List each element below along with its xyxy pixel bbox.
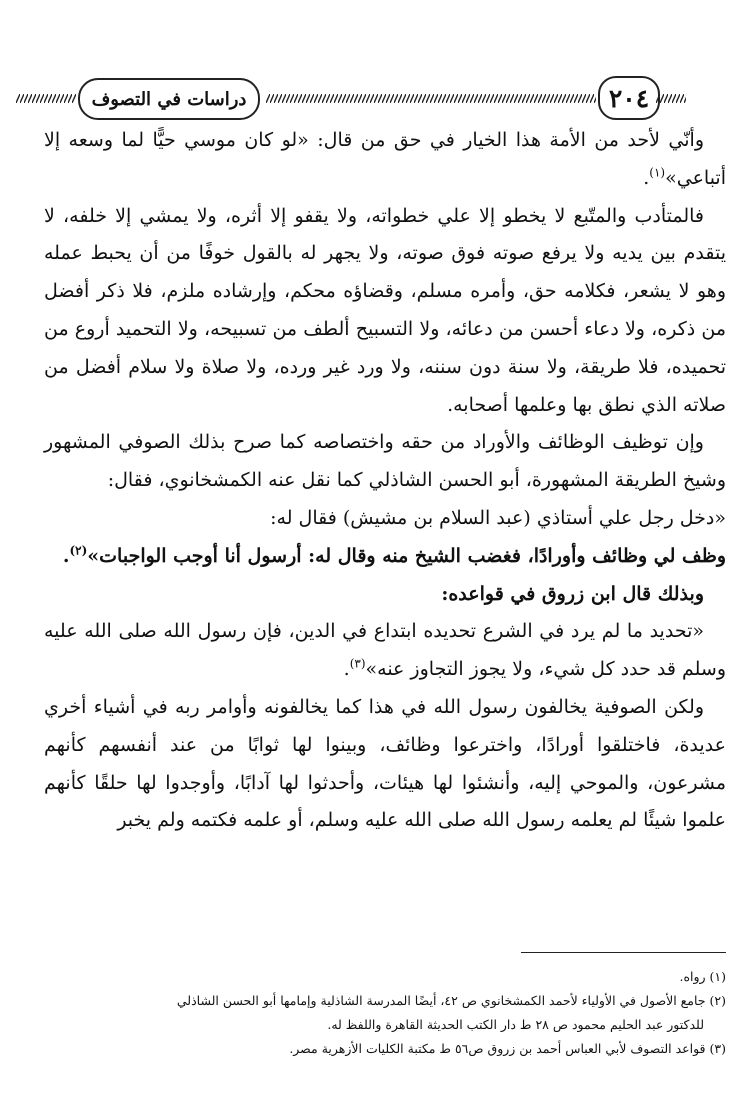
header-hatched-rule (266, 94, 596, 103)
footnote: (٣) قواعد التصوف لأبي العباس أحمد بن زروق ص٥٦ ط مكتبة الكليات الأزهرية مصر. (289, 1041, 726, 1056)
footnote: (١) رواه. (679, 969, 726, 984)
page-header (16, 72, 716, 122)
paragraph: وإن توظيف الوظائف والأوراد من حقه واختصاصه كما صرح بذلك الصوفي المشهور وشيخ الطريقة المشهورة، أبو الحسن الشاذلي كما نقل عنه الكمشخانوي، فقال: (44, 431, 726, 492)
quote-line: وظف لي وظائف وأورادًا، فغضب الشيخ منه وقال له: أرسول أنا أوجب الواجبات»$^{(٢)}$. (62, 543, 726, 567)
header-hatched-rule-left (16, 94, 76, 103)
footnote-ref: (٢) (69, 543, 88, 558)
footnote-ref: (١) (649, 165, 666, 180)
header-hatched-rule-end (656, 94, 686, 103)
body-text (44, 122, 726, 840)
quote-line: «دخل رجل علي أستاذي (عبد السلام بن مشيش) فقال له: (270, 506, 726, 529)
footnote: (٢) جامع الأصول في الأولياء لأحمد الكمشخانوي ص ٤٢، أيضًا المدرسة الشاذلية وإمامها أبو الحسن الشاذلي (176, 993, 726, 1008)
running-title: دراسات في التصوف (78, 78, 260, 120)
paragraph: ولكن الصوفية يخالفون رسول الله في هذا كما يخالفونه وأوامر ربه في أشياء أخري عديدة، فاختلقوا أورادًا، واخترعوا وظائف، وبينوا لها ثوابًا من عند أنفسهم كأنهم مشرعون، والموحي إليه، وأنشئوا لها هيئات، وأحدثوا لها آدابًا، وأوجدوا لها حلقًا كأنهم علموا شيئًا لم يعلمه رسول الله صلى الله عليه وسلم، أو علمه فكتمه ولم يخبر (44, 695, 726, 832)
paragraph: وأنّي لأحد من الأمة هذا الخيار في حق من قال: «لو كان موسي حيًّا لما وسعه إلا أتباعي»$^{(١)}$. (44, 129, 726, 189)
page-number: ٢٠٤ (598, 76, 660, 120)
footnote-continuation: للدكتور عبد الحليم محمود ص ٢٨ ط دار الكتب الحديثة القاهرة واللفظ له. (327, 1017, 704, 1032)
paragraph: فالمتأدب والمتّبع لا يخطو إلا علي خطواته، ولا يقفو إلا أثره، ولا يمشي إلا خلفه، لا يتقدم بين يديه ولا يرفع صوته فوق صوته، ولا يجهر له بالقول خوفًا من أن يحبط عمله وهو لا يشعر، فكلامه حق، وأمره مسلم، وقضاؤه محكم، وإرشاده ملزم، فلا ذكر أفضل من ذكره، ولا دعاء أحسن من دعائه، ولا التسبيح ألطف من تسبيحه، ولا التحميد أروع من تحميده، فلا طريقة، ولا سنة دون سننه، ولا ورد غير ورده، ولا صلاة ولا سلام أفضل من صلاته الذي نطق بها وعلمها أصحابه. (44, 204, 726, 416)
footnote-separator (521, 952, 726, 953)
footnotes (44, 965, 726, 1061)
quote-paragraph: «تحديد ما لم يرد في الشرع تحديده ابتداع في الدين، فإن رسول الله صلى الله عليه وسلم قد حدد كل شيء، ولا يجوز التجاوز عنه»$^{(٣)}$. (44, 620, 726, 681)
footnote-ref: (٣) (349, 656, 366, 671)
subheading: وبذلك قال ابن زروق في قواعده: (441, 582, 704, 605)
